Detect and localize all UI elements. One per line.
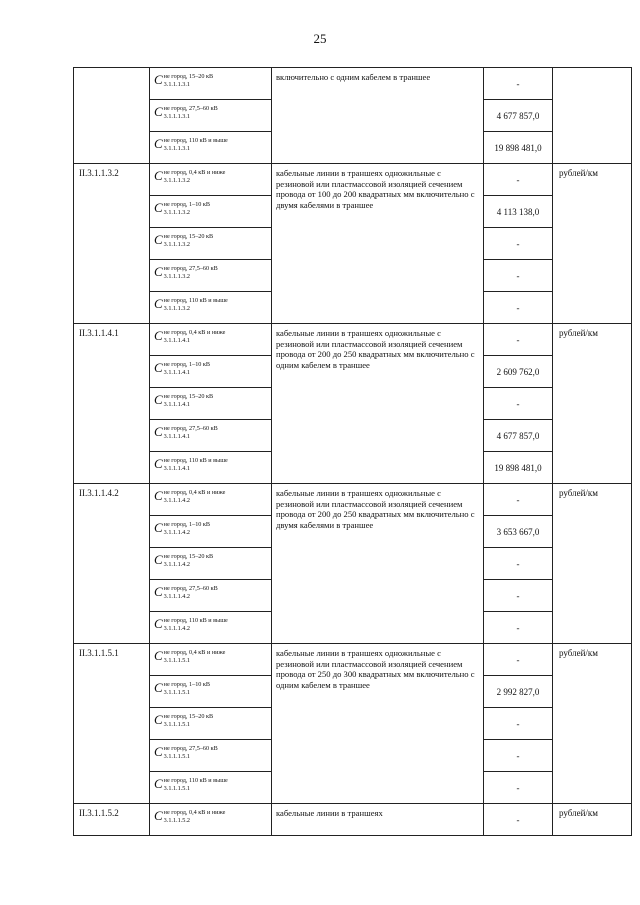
rate-value: 2 992 827,0 [484,676,553,708]
rate-value: - [484,644,553,676]
rate-symbol: C [154,200,163,215]
rate-voltage-label: не город, 110 кВ и выше [163,297,228,304]
rate-variable [150,388,272,420]
rate-value: - [484,804,553,836]
rate-symbol: C [154,456,163,471]
rate-index: 3.1.1.1.3.2 [163,177,190,184]
row-unit: рублей/км [553,804,632,836]
rate-index: 3.1.1.1.4.1 [163,401,190,408]
rate-index: 3.1.1.1.4.2 [163,529,190,536]
row-description: кабельные линии в траншеях одножильные с резиновой или пластмассовой изоляцией сечением провода от 100 до 200 квадратных мм включительно с двумя кабелями в траншее [272,164,484,324]
rate-value: 4 113 138,0 [484,196,553,228]
rate-value: 3 653 667,0 [484,516,553,548]
row-description: кабельные линии в траншеях [272,804,484,836]
rate-index: 3.1.1.1.5.1 [163,721,190,728]
row-description: кабельные линии в траншеях одножильные с резиновой или пластмассовой изоляцией сечением провода от 200 до 250 квадратных мм включительно с одним кабелем в траншее [272,324,484,484]
row-unit: рублей/км [553,644,632,804]
table-row [74,484,632,516]
row-description: кабельные линии в траншеях одножильные с резиновой или пластмассовой изоляцией сечением провода от 200 до 250 квадратных мм включительно с двумя кабелями в траншее [272,484,484,644]
rate-symbol: C [154,104,163,119]
rate-symbol: C [154,808,163,823]
rate-variable [150,612,272,644]
table-row [74,68,632,100]
rate-index: 3.1.1.1.3.2 [163,209,190,216]
rate-variable [150,292,272,324]
rate-index: 3.1.1.1.4.2 [163,561,190,568]
table-row [74,804,632,836]
rate-value: - [484,68,553,100]
rate-voltage-label: не город, 27,5–60 кВ [163,105,218,112]
rate-symbol: C [154,744,163,759]
rate-variable [150,260,272,292]
rate-voltage-label: не город, 0,4 кВ и ниже [163,329,226,336]
row-code: II.3.1.1.5.2 [74,804,150,836]
rate-voltage-label: не город, 0,4 кВ и ниже [163,809,226,816]
row-code [74,68,150,164]
table-row [74,324,632,356]
rate-value: 19 898 481,0 [484,132,553,164]
rate-voltage-label: не город, 0,4 кВ и ниже [163,169,226,176]
rate-symbol: C [154,296,163,311]
rate-index: 3.1.1.1.4.2 [163,625,190,632]
rate-variable [150,228,272,260]
rate-variable [150,164,272,196]
rate-index: 3.1.1.1.3.1 [163,145,190,152]
rate-variable [150,548,272,580]
rate-variable [150,452,272,484]
tariff-table-body [74,68,632,836]
rate-index: 3.1.1.1.4.2 [163,497,190,504]
rate-value: - [484,612,553,644]
rate-voltage-label: не город, 27,5–60 кВ [163,745,218,752]
row-unit: рублей/км [553,164,632,324]
rate-symbol: C [154,168,163,183]
rate-symbol: C [154,584,163,599]
rate-voltage-label: не город, 15–20 кВ [163,713,214,720]
rate-index: 3.1.1.1.3.2 [163,241,190,248]
rate-symbol: C [154,520,163,535]
rate-voltage-label: не город, 1–10 кВ [163,361,211,368]
rate-index: 3.1.1.1.4.1 [163,465,190,472]
rate-voltage-label: не город, 110 кВ и выше [163,617,228,624]
rate-value: - [484,548,553,580]
rate-index: 3.1.1.1.3.1 [163,81,190,88]
rate-variable [150,772,272,804]
rate-symbol: C [154,712,163,727]
rate-voltage-label: не город, 1–10 кВ [163,521,211,528]
rate-index: 3.1.1.1.3.2 [163,305,190,312]
rate-value: 19 898 481,0 [484,452,553,484]
rate-variable [150,356,272,388]
rate-voltage-label: не город, 110 кВ и выше [163,777,228,784]
rate-index: 3.1.1.1.5.1 [163,657,190,664]
rate-variable [150,516,272,548]
rate-value: - [484,772,553,804]
rate-variable [150,196,272,228]
rate-symbol: C [154,264,163,279]
rate-voltage-label: не город, 15–20 кВ [163,233,214,240]
rate-symbol: C [154,232,163,247]
rate-variable [150,676,272,708]
table-row [74,644,632,676]
rate-value: 2 609 762,0 [484,356,553,388]
rate-value: - [484,580,553,612]
rate-variable [150,324,272,356]
rate-value: - [484,260,553,292]
rate-symbol: C [154,776,163,791]
rate-symbol: C [154,328,163,343]
rate-voltage-label: не город, 27,5–60 кВ [163,585,218,592]
rate-voltage-label: не город, 1–10 кВ [163,681,211,688]
rate-variable [150,804,272,836]
table-row [74,164,632,196]
rate-index: 3.1.1.1.3.1 [163,113,190,120]
row-code: II.3.1.1.5.1 [74,644,150,804]
rate-variable [150,708,272,740]
rate-voltage-label: не город, 27,5–60 кВ [163,425,218,432]
rate-symbol: C [154,552,163,567]
rate-value: - [484,228,553,260]
row-description: включительно с одним кабелем в траншее [272,68,484,164]
rate-value: - [484,164,553,196]
rate-value: - [484,292,553,324]
rate-variable [150,740,272,772]
rate-index: 3.1.1.1.3.2 [163,273,190,280]
rate-voltage-label: не город, 110 кВ и выше [163,457,228,464]
rate-variable [150,132,272,164]
rate-value: - [484,708,553,740]
rate-value: - [484,324,553,356]
rate-index: 3.1.1.1.4.2 [163,593,190,600]
row-unit: рублей/км [553,324,632,484]
rate-voltage-label: не город, 15–20 кВ [163,553,214,560]
rate-variable [150,644,272,676]
tariff-table [73,67,632,836]
rate-value: - [484,740,553,772]
rate-symbol: C [154,136,163,151]
rate-value: - [484,388,553,420]
rate-index: 3.1.1.1.5.1 [163,753,190,760]
rate-variable [150,420,272,452]
rate-voltage-label: не город, 110 кВ и выше [163,137,228,144]
row-code: II.3.1.1.4.1 [74,324,150,484]
rate-symbol: C [154,616,163,631]
rate-symbol: C [154,392,163,407]
rate-value: 4 677 857,0 [484,420,553,452]
rate-symbol: C [154,648,163,663]
rate-index: 3.1.1.1.5.1 [163,785,190,792]
rate-variable [150,68,272,100]
rate-value: - [484,484,553,516]
row-description: кабельные линии в траншеях одножильные с резиновой или пластмассовой изоляцией сечением провода от 250 до 300 квадратных мм включительно с одним кабелем в траншее [272,644,484,804]
rate-variable [150,100,272,132]
row-code: II.3.1.1.3.2 [74,164,150,324]
rate-index: 3.1.1.1.4.1 [163,369,190,376]
row-code: II.3.1.1.4.2 [74,484,150,644]
rate-voltage-label: не город, 27,5–60 кВ [163,265,218,272]
rate-variable [150,484,272,516]
row-unit: рублей/км [553,484,632,644]
rate-symbol: C [154,424,163,439]
rate-voltage-label: не город, 0,4 кВ и ниже [163,489,226,496]
rate-symbol: C [154,680,163,695]
rate-voltage-label: не город, 15–20 кВ [163,73,214,80]
rate-voltage-label: не город, 0,4 кВ и ниже [163,649,226,656]
rate-value: 4 677 857,0 [484,100,553,132]
rate-symbol: C [154,72,163,87]
rate-variable [150,580,272,612]
rate-symbol: C [154,488,163,503]
page-number: 25 [313,31,327,46]
row-unit [553,68,632,164]
rate-index: 3.1.1.1.4.1 [163,433,190,440]
rate-index: 3.1.1.1.4.1 [163,337,190,344]
rate-voltage-label: не город, 1–10 кВ [163,201,211,208]
rate-index: 3.1.1.1.5.1 [163,689,190,696]
rate-symbol: C [154,360,163,375]
rate-index: 3.1.1.1.5.2 [163,817,190,824]
rate-voltage-label: не город, 15–20 кВ [163,393,214,400]
